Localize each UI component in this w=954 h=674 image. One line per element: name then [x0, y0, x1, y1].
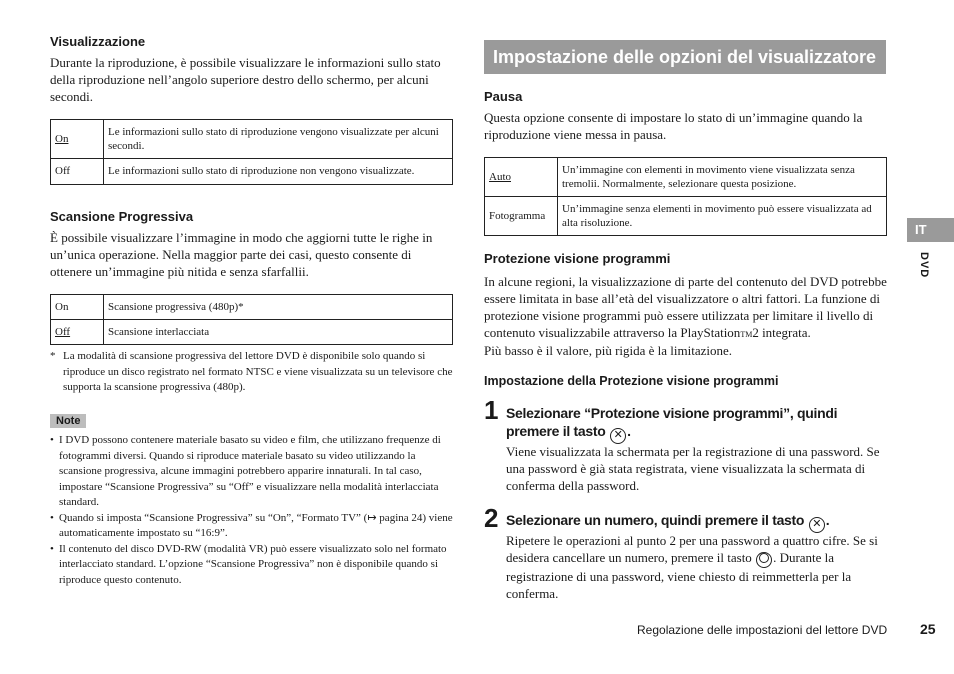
cross-button-icon: ✕ — [809, 517, 825, 533]
table-row — [485, 197, 887, 236]
note-label: Note — [50, 414, 86, 428]
option-value: Un’immagine con elementi in movimento viene visualizzata senza tremolii. Normalmente, selezionare questa posizione. — [558, 158, 887, 197]
footnote — [50, 349, 453, 396]
visualizzazione-heading: Visualizzazione — [50, 34, 146, 49]
step-2-text-a: Ripetere le operazioni al punto 2 per una password a quattro cifre. Se si desidera cancellare un numero, premere il tasto — [506, 533, 878, 565]
option-value: Un’immagine senza elementi in movimento può essere visualizzata ad alta risoluzione. — [558, 197, 887, 236]
step-1-heading: Selezionare “Protezione visione programmi”, quindi premere il tasto ✕ . — [506, 404, 887, 444]
cross-button-icon: ✕ — [610, 428, 626, 444]
protezione-heading: Protezione visione programmi — [484, 251, 671, 266]
list-item: • I DVD possono contenere materiale basato su video e film, che utilizzano frequenze di fotogrammi diversi. Quando si riproduce materiale basato su video utilizzando la scansione progressiva, alcune immagini potrebbero apparire innaturali. In tal caso, impostare “Scansione Progressiva” su “Off” e visualizzare nella modalità interlacciata standard. — [50, 433, 453, 511]
trademark: TM — [740, 330, 753, 339]
language-tab: IT — [907, 218, 954, 242]
step-2-text-b: . Durante la registrazione di una password, viene chiesto di reimmetterla per la conferma. — [506, 550, 852, 601]
option-value: Scansione interlacciata — [104, 320, 453, 345]
option-key: On — [51, 295, 104, 320]
step-2-heading: Selezionare un numero, quindi premere il tasto ✕ . — [506, 511, 887, 533]
step-2-number: 2 — [484, 503, 499, 533]
pausa-heading: Pausa — [484, 89, 523, 104]
section-label-vertical: DVD — [918, 252, 930, 279]
circle-button-icon — [756, 552, 772, 568]
option-key: Off — [51, 159, 104, 185]
note-list — [50, 433, 453, 588]
scansione-heading: Scansione Progressiva — [50, 209, 194, 224]
page-number: 25 — [920, 621, 936, 637]
footnote-mark: * — [50, 350, 56, 362]
protezione-text-a: In alcune regioni, la visualizzazione di parte del contenuto del DVD potrebbe essere limitata in base all’età del visualizzatore o altri fattori. La funzione di protezione visione programmi può essere utilizzata per limitare il livello di contenuto visualizzabile attraverso la PlayStation — [484, 274, 887, 340]
table-row — [51, 120, 453, 159]
visualizzazione-text: Durante la riproduzione, è possibile visualizzare le informazioni sullo stato della riproduzione nell’angolo superiore destro dello schermo, per alcuni secondi. — [50, 55, 441, 104]
step-1-number: 1 — [484, 395, 499, 425]
protezione-text-b: 2 integrata. — [752, 325, 811, 340]
table-row — [485, 158, 887, 197]
table-row — [51, 295, 453, 320]
step-2-heading-text: Selezionare un numero, quindi premere il tasto — [506, 512, 805, 528]
footnote-text: La modalità di scansione progressiva del lettore DVD è disponibile solo quando si riproduce un disco registrato nel formato NTSC e viene visualizzata su un televisore che supporta la scansione progressiva (480p). — [63, 350, 453, 393]
scansione-table — [50, 294, 453, 345]
list-item: • Quando si imposta “Scansione Progressiva” su “On”, “Formato TV” (↦ pagina 24) viene automaticamente impostato su “16:9”. — [50, 511, 453, 542]
step-1-text: Viene visualizzata la schermata per la registrazione di una password. Se una password è già stata registrata, viene visualizzata la schermata di conferma della password. — [506, 444, 880, 493]
option-value: Le informazioni sullo stato di riproduzione vengono visualizzate per alcuni secondi. — [104, 120, 453, 159]
table-row — [51, 320, 453, 345]
visualizzazione-table — [50, 119, 453, 185]
protezione-text — [484, 273, 887, 343]
table-row — [51, 159, 453, 185]
section-banner: Impostazione delle opzioni del visualizzatore — [484, 40, 886, 74]
step-2-text — [506, 532, 887, 602]
option-key: Auto — [485, 158, 558, 197]
option-key: Fotogramma — [485, 197, 558, 236]
list-item: • Il contenuto del disco DVD-RW (modalità VR) può essere visualizzato solo nel formato interlacciato standard. L’opzione “Scansione Progressiva” non è disponibile quando si riproduce questo contenuto. — [50, 542, 453, 589]
impostazione-heading: Impostazione della Protezione visione programmi — [484, 374, 779, 388]
pausa-text: Questa opzione consente di impostare lo stato di un’immagine quando la riproduzione viene messa in pausa. — [484, 110, 863, 142]
footer-title: Regolazione delle impostazioni del lettore DVD — [637, 623, 888, 637]
step-1-heading-text: Selezionare “Protezione visione programmi”, quindi premere il tasto — [506, 405, 838, 439]
option-key: On — [51, 120, 104, 159]
protezione-text2: Più basso è il valore, più rigida è la limitazione. — [484, 343, 733, 358]
pausa-table — [484, 157, 887, 236]
option-key: Off — [51, 320, 104, 345]
scansione-text: È possibile visualizzare l’immagine in modo che aggiorni tutte le righe in un’unica operazione. Nella maggior parte dei casi, questo consente di ottenere un’immagine più nitida e senza sfarfallii. — [50, 230, 433, 279]
option-value: Scansione progressiva (480p)* — [104, 295, 453, 320]
option-value: Le informazioni sullo stato di riproduzione non vengono visualizzate. — [104, 159, 453, 185]
